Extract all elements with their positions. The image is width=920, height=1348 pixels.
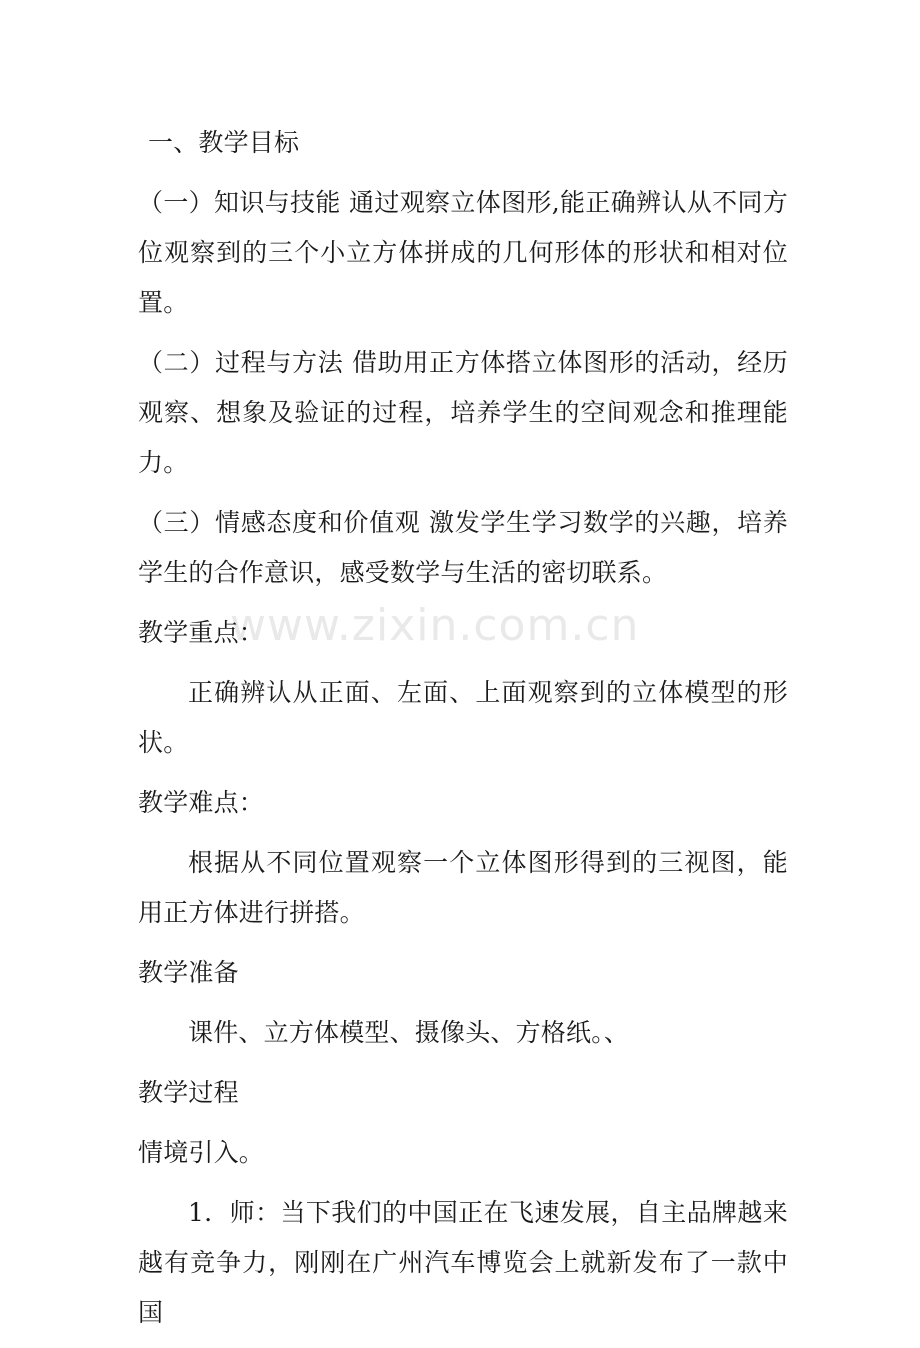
heading-key-points: 教学重点：	[138, 618, 265, 647]
objective-process-method: （二）过程与方法 借助用正方体搭立体图形的活动，经历观察、想象及验证的过程，培养学生的空间观念和推理能力。	[138, 348, 788, 477]
section-heading-teaching-objectives: 一、教学目标	[148, 128, 300, 157]
objective-emotion-values: （三）情感态度和价值观 激发学生学习数学的兴趣，培养学生的合作意识，感受数学与生活的密切联系。	[138, 508, 788, 587]
heading-preparation: 教学准备	[138, 958, 239, 987]
preparation-text: 课件、立方体模型、摄像头、方格纸。、	[188, 1018, 630, 1047]
key-points-text: 正确辨认从正面、左面、上面观察到的立体模型的形状。	[138, 678, 788, 757]
document-body	[138, 118, 788, 1348]
heading-teaching-process: 教学过程	[138, 1078, 239, 1107]
difficulties-text: 根据从不同位置观察一个立体图形得到的三视图，能用正方体进行拼搭。	[138, 848, 788, 927]
watermark: www.zixin.com.cn	[230, 600, 640, 651]
teacher-intro-text: 1．师：当下我们的中国正在飞速发展，自主品牌越来越有竞争力，刚刚在广州汽车博览会上就新发布了一款中国	[138, 1198, 788, 1327]
situation-intro: 情境引入。	[138, 1138, 265, 1167]
objective-knowledge-skills: （一）知识与技能 通过观察立体图形,能正确辨认从不同方位观察到的三个小立方体拼成的几何形体的形状和相对位置。	[138, 188, 788, 317]
heading-difficulties: 教学难点：	[138, 788, 265, 817]
